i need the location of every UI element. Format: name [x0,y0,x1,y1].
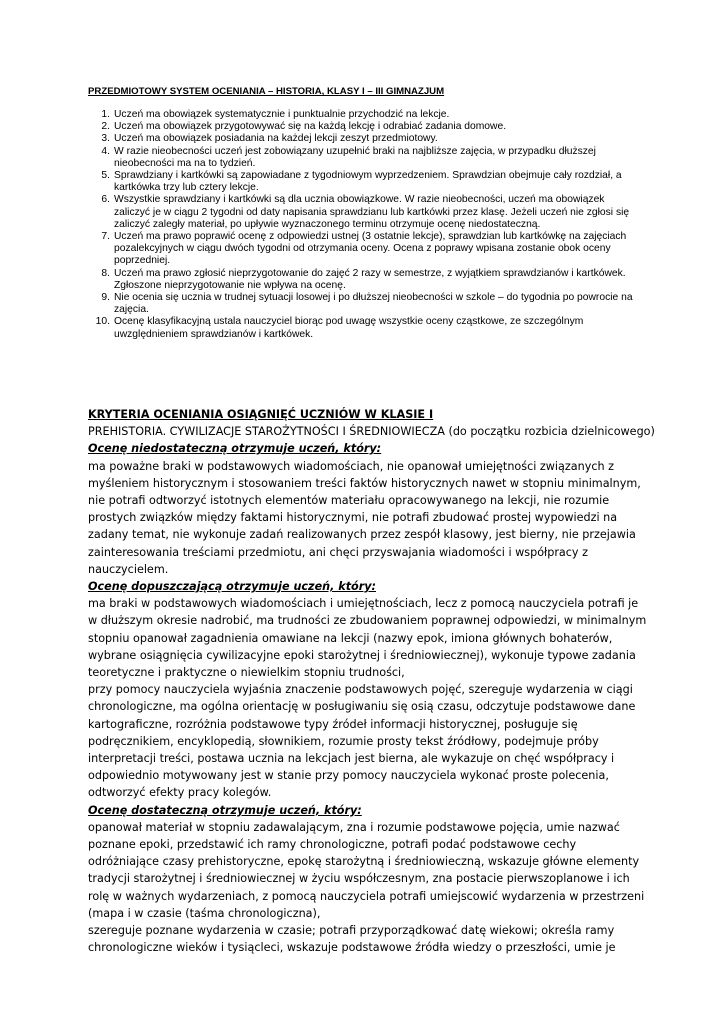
rule-item [88,146,643,170]
criteria-section [88,406,655,957]
grade-acceptable-text-1: ma braki w podstawowych wiadomościach i umiejętnościach, lecz z pomocą nauczyciela potrafi je w dłuższym okresie nadrobić, ma trudności ze zbudowaniem poprawnej odpowiedzi, w minimalnym stopniu opanował zagadnienia omawiane na lekcji (nazwy epok, imiona głównych bohaterów, wybrane osiągnięcia cywilizacyjne epoki starożytnej i średniowiecznej), wykonuje typowe zadania teoretyczne i praktyczne o niewielkim stopniu trudności, [88,597,647,680]
rule-text: Uczeń ma prawo poprawić ocenę z odpowiedzi ustnej (3 ostatnie lekcje), sprawdzian lub kartkówkę na zajęciach pozalekcyjnych w ciągu dwóch tygodni od otrzymania oceny. Ocena z poprawy wpisana zostanie obok oceny poprzedniej. [114,231,627,267]
rule-item [88,292,643,316]
rule-text: Wszystkie sprawdziany i kartkówki są dla ucznia obowiązkowe. W razie nieobecności, uczeń ma obowiązek zaliczyć je w ciągu 2 tygodni od daty napisania sprawdzianu lub kartkówki przez klasę. Jeżeli uczeń nie zgłosi się zaliczyć zaległy materiał, po upływie wyznaczonego terminu otrzymuje ocenę niedostateczną. [114,194,630,230]
rule-text: W razie nieobecności uczeń jest zobowiązany uzupełnić braki na najbliższe zajęcia, w przypadku dłuższej nieobecności ma na to tydzień. [114,145,596,169]
grade-acceptable-text-2: przy pomocy nauczyciela wyjaśnia znaczenie podstawowych pojęć, szereguje wydarzenia w ciągi chronologiczne, ma ogólna orientację w posługiwaniu się osią czasu, odczytuje podstawowe dane kartograficzne, rozróżnia podstawowe typy źródeł informacji historycznej, posługuje się podręcznikiem, encyklopedią, słownikiem, rozumie prosty tekst źródłowy, podejmuje próby interpretacji treści, postawa ucznia na lekcjach jest bierna, ale wykazuje on chęć współpracy i odpowiednio motywowany jest w stanie przy pomocy nauczyciela wykonać proste polecenia, odtworzyć efekty pracy kolegów. [88,683,636,800]
grade-sufficient-text-1: opanował materiał w stopniu zadawalającym, zna i rozumie podstawowe pojęcia, umie nazwać poznane epoki, przedstawić ich ramy chronologiczne, potrafi podać podstawowe cechy odróżniające czasy prehistoryczne, epokę starożytną i średniowieczną, wskazuje główne elementy tradycji starożytnej i średniowiecznej w życiu współczesnym, zna postacie pierwszoplanowe i ich rolę w ważnych wydarzeniach, z pomocą nauczyciela potrafi umiejscowić wydarzenia w przestrzeni (mapa i w czasie (taśma chronologiczna), [88,820,645,920]
rule-text: Sprawdziany i kartkówki są zapowiadane z tygodniowym wyprzedzeniem. Sprawdzian obejmuje cały rozdział, a kartkówka trzy lub cztery lekcje. [114,170,622,194]
rules-list [88,109,643,341]
rule-text: Nie ocenia się ucznia w trudnej sytuacji losowej i po dłuższej nieobecności w szkole – do tygodnia po powrocie na zajęcia. [114,292,633,316]
rule-item [88,268,643,292]
rule-text: Uczeń ma obowiązek przygotowywać się na każdą lekcję i odrabiać zadania domowe. [114,121,507,133]
rule-item [88,231,643,268]
rule-item [88,170,643,194]
rule-number: 8 . [92,268,110,280]
document-title: PRZEDMIOTOWY SYSTEM OCENIANIA – HISTORIA, KLASY I – III GIMNAZJUM [88,86,445,97]
rule-item [88,121,643,133]
grade-sufficient-heading: Ocenę dostateczną otrzymuje uczeń, który: [88,803,362,817]
grade-sufficient-text-2: szereguje poznane wydarzenia w czasie; potrafi przyporządkować datę wiekowi; określa ramy chronologiczne wieków i tysiącleci, wskazuje podstawowe źródła wiedzy o przeszłości, umie je [88,924,616,955]
rule-item [88,109,643,121]
rule-item [88,133,643,145]
rule-number: 5 . [92,170,110,182]
grade-insufficient-heading: Ocenę niedostateczną otrzymuje uczeń, który: [88,442,382,456]
criteria-heading: KRYTERIA OCENIANIA OSIĄGNIĘĆ UCZNIÓW W KLASIE I [88,408,434,421]
rule-number: 9 . [92,292,110,304]
rule-number: 6 . [92,194,110,206]
rule-text: Uczeń ma obowiązek systematycznie i punktualnie przychodzić na lekcje. [114,109,450,120]
rule-text: Uczeń ma prawo zgłosić nieprzygotowanie do zajęć 2 razy w semestrze, z wyjątkiem sprawdzianów i kartkówek. Zgłoszone nieprzygotowanie nie wpływa na ocenę. [114,267,626,291]
rule-number: 1 . [92,109,110,121]
rule-number: 10 . [92,316,110,328]
rule-number: 3 . [92,133,110,145]
rule-text: Ocenę klasyfikacyjną ustala nauczyciel biorąc pod uwagę wszystkie oceny cząstkowe, ze szczególnym uwzględnieniem sprawdzianów i kartkówek. [114,316,584,340]
rule-number: 2 . [92,121,110,133]
criteria-subheading: PREHISTORIA. CYWILIZACJE STAROŻYTNOŚCI I ŚREDNIOWIECZA (do początku rozbicia dzielnicowego) [88,425,655,439]
grade-insufficient-text: ma poważne braki w podstawowych wiadomościach, nie opanował umiejętności związanych z myśleniem historycznym i stosowaniem treści faktów historycznych nawet w stopniu minimalnym, nie potrafi odtworzyć istotnych elementów materiału opracowywanego na lekcji, nie rozumie prostych związków między faktami historycznymi, nie potrafi zbudować prostej wypowiedzi na zadany temat, nie wykonuje zadań realizowanych przez zespół klasowy, jest bierny, nie przejawia zainteresowania treściami przedmiotu, ani chęci przyswajania wiadomości i współpracy z nauczycielem. [88,459,641,576]
rule-item [88,194,643,231]
rule-item [88,316,643,340]
rule-number: 4 . [92,146,110,158]
grade-acceptable-heading: Ocenę dopuszczającą otrzymuje uczeń, który: [88,580,377,594]
rule-number: 7 . [92,231,110,243]
rule-text: Uczeń ma obowiązek posiadania na każdej lekcji zeszyt przedmiotowy. [114,133,438,145]
